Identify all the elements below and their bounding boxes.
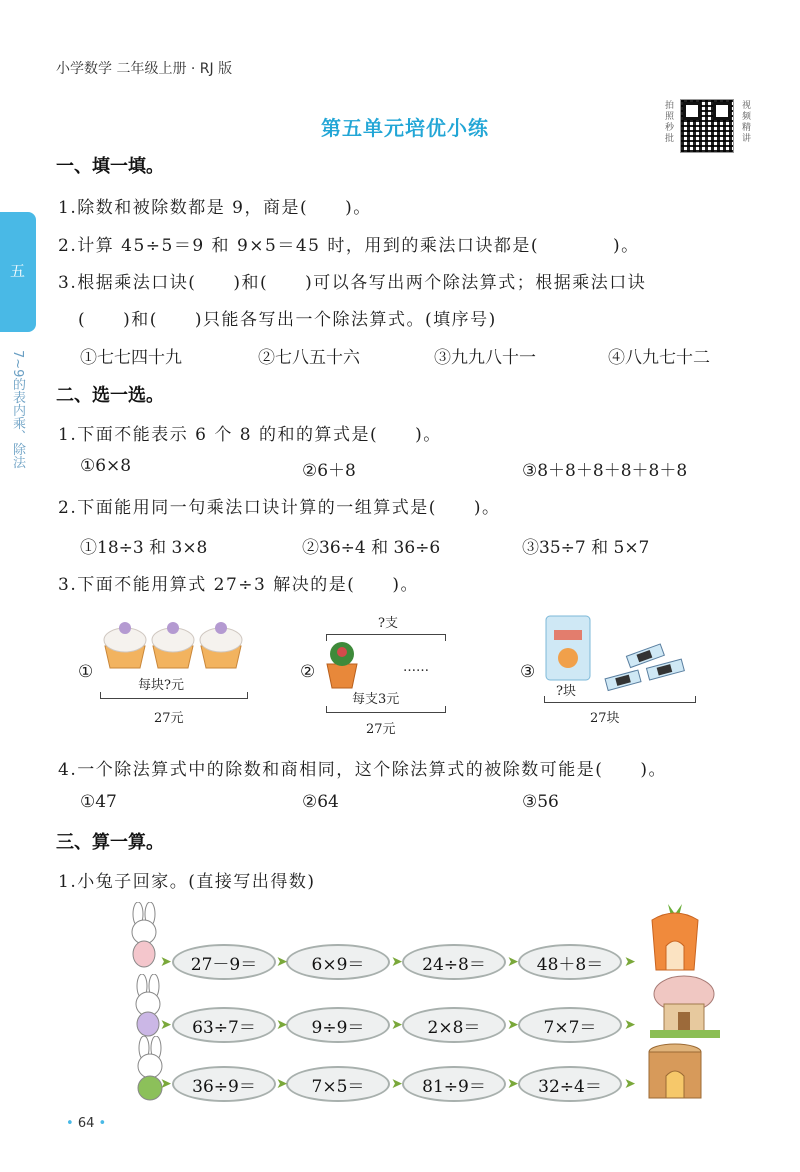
rabbit-3-icon (124, 1036, 176, 1102)
unit-tab-label: 五 (10, 262, 26, 280)
question-2-2: 2.下面能用同一句乘法口诀计算的一组算式是( )。 (58, 498, 501, 518)
arrow-icon: ➤ (160, 954, 172, 970)
calc-cell[interactable]: 48＋8＝ (518, 944, 622, 980)
flowerpot-illustration (322, 638, 362, 690)
arrow-icon: ➤ (507, 954, 519, 970)
pic-a-total: 27元 (154, 711, 184, 726)
arrow-icon: ➤ (507, 1076, 519, 1092)
calc-cell[interactable]: 81÷9＝ (402, 1066, 506, 1102)
pic-c-brace (544, 696, 696, 703)
q2-2-option-3: ③35÷7 和 5×7 (522, 538, 650, 558)
question-1-3: 3.根据乘法口诀( )和( )可以各写出两个除法算式；根据乘法口诀 (58, 273, 647, 293)
q2-1-option-1: ①6×8 (80, 456, 132, 476)
arrow-icon: ➤ (276, 1076, 288, 1092)
section-1-heading: 一、填一填。 (56, 156, 164, 177)
calc-cell[interactable]: 63÷7＝ (172, 1007, 276, 1043)
question-1-1: 1.除数和被除数都是 9，商是( )。 (58, 198, 372, 218)
arrow-icon: ➤ (391, 1017, 403, 1033)
calc-cell[interactable]: 27－9＝ (172, 944, 276, 980)
calc-cell[interactable]: 24÷8＝ (402, 944, 506, 980)
pic-b-top: ?支 (378, 616, 398, 631)
page-number: • 64 • (66, 1116, 107, 1131)
cupcakes-illustration (100, 616, 250, 672)
q2-1-option-3: ③8＋8＋8＋8＋8＋8 (522, 461, 688, 481)
calc-cell[interactable]: 32÷4＝ (518, 1066, 622, 1102)
q2-2-option-2: ②36÷4 和 36÷6 (302, 538, 441, 558)
q2-2-option-1: ①18÷3 和 3×8 (80, 538, 208, 558)
q2-1-option-2: ②6＋8 (302, 461, 356, 481)
pic-a-label: 每块?元 (138, 678, 184, 693)
calc-cell[interactable]: 7×7＝ (518, 1007, 622, 1043)
question-3-1: 1.小兔子回家。(直接写出得数) (58, 872, 316, 892)
calc-cell[interactable]: 7×5＝ (286, 1066, 390, 1102)
mushroom-house-icon (648, 970, 722, 1040)
question-1-3-cont: ( )和( )只能各写出一个除法算式。(填序号) (78, 310, 497, 330)
calc-cell[interactable]: 9÷9＝ (286, 1007, 390, 1043)
q2-4-option-2: ②64 (302, 792, 339, 812)
arrow-icon: ➤ (391, 954, 403, 970)
arrow-icon: ➤ (160, 1017, 172, 1033)
pic-c-label: ?块 (556, 684, 576, 699)
question-2-3: 3.下面不能用算式 27÷3 解决的是( )。 (58, 575, 419, 595)
option-3: ③九九八十一 (434, 348, 536, 368)
option-1: ①七七四十九 (80, 348, 182, 368)
calc-cell[interactable]: 6×9＝ (286, 944, 390, 980)
pic-c-total: 27块 (590, 711, 620, 726)
stump-house-icon (640, 1040, 710, 1104)
pic-b-number: ② (300, 662, 316, 682)
arrow-icon: ➤ (624, 1017, 636, 1033)
unit-tab (0, 212, 36, 332)
arrow-icon: ➤ (160, 1076, 172, 1092)
question-1-2: 2.计算 45÷5＝9 和 9×5＝45 时，用到的乘法口诀都是( )。 (58, 236, 640, 256)
page-title: 第五单元培优小练 (321, 116, 489, 140)
pic-b-label: 每支3元 (352, 692, 400, 707)
question-2-4: 4.一个除法算式中的除数和商相同，这个除法算式的被除数可能是( )。 (58, 760, 667, 780)
arrow-icon: ➤ (276, 1017, 288, 1033)
carrot-house-icon (646, 900, 704, 972)
arrow-icon: ➤ (624, 954, 636, 970)
pic-b-dots: …… (403, 660, 429, 675)
option-4: ④八九七十二 (608, 348, 710, 368)
option-2: ②七八五十六 (258, 348, 360, 368)
qr-code-icon[interactable] (680, 99, 734, 153)
section-3-heading: 三、算一算。 (56, 832, 164, 853)
qr-right-label: 视频精讲 (742, 101, 752, 144)
section-2-heading: 二、选一选。 (56, 385, 164, 406)
arrow-icon: ➤ (276, 954, 288, 970)
chapter-label: 7~9的表内乘、除法 (10, 350, 25, 469)
calc-cell[interactable]: 2×8＝ (402, 1007, 506, 1043)
q2-4-option-3: ③56 (522, 792, 559, 812)
q2-4-option-1: ①47 (80, 792, 117, 812)
pic-c-number: ③ (520, 662, 536, 682)
pic-b-total: 27元 (366, 722, 396, 737)
arrow-icon: ➤ (507, 1017, 519, 1033)
question-2-1: 1.下面不能表示 6 个 8 的和的算式是( )。 (58, 425, 442, 445)
qr-left-label: 拍照秒批 (665, 101, 675, 144)
book-title: 小学数学 二年级上册 · RJ 版 (56, 61, 233, 77)
pic-a-brace (100, 692, 248, 699)
pic-b-brace (326, 706, 446, 713)
arrow-icon: ➤ (391, 1076, 403, 1092)
pic-a-number: ① (78, 662, 94, 682)
qr-code-block[interactable] (663, 97, 755, 153)
arrow-icon: ➤ (624, 1076, 636, 1092)
calc-cell[interactable]: 36÷9＝ (172, 1066, 276, 1102)
